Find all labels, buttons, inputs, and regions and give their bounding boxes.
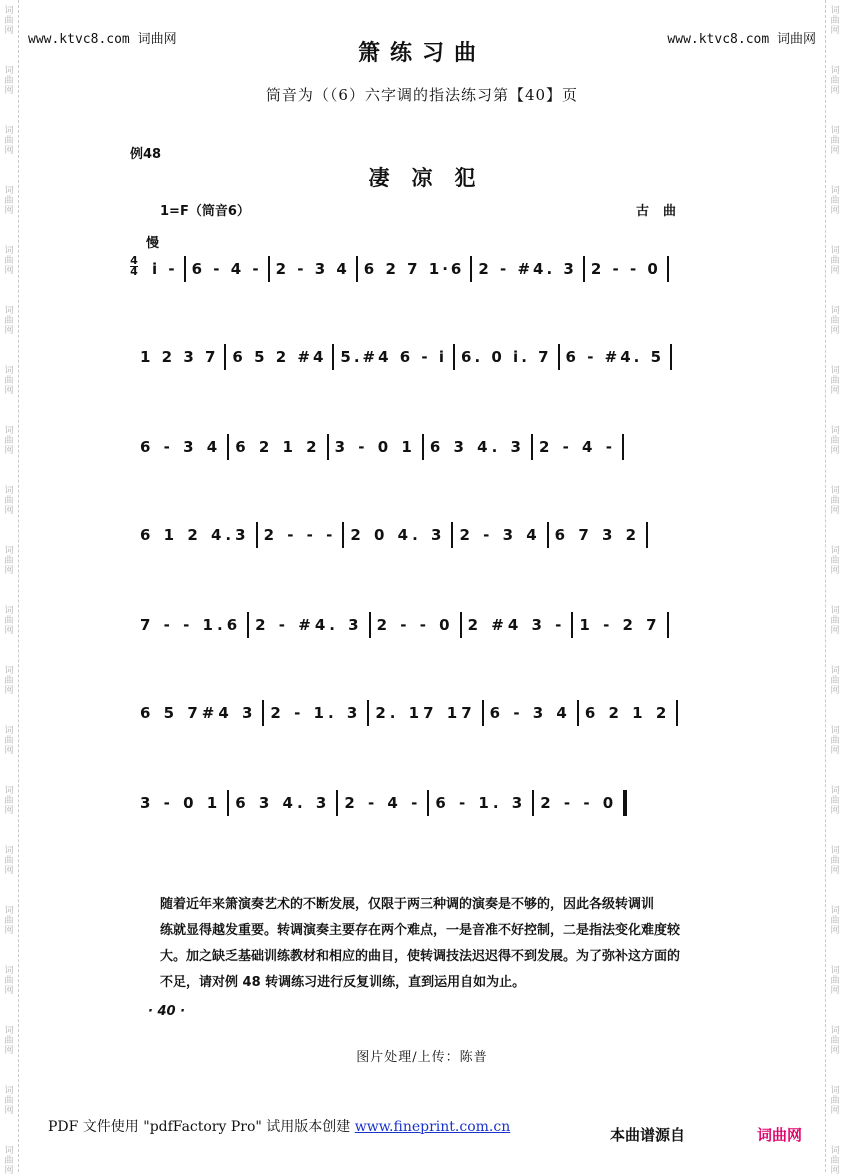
measure: 6 - 4 - — [191, 259, 262, 278]
side-watermark-text: 词 曲 网 — [4, 786, 14, 816]
measure: 6 3 4. 3 — [429, 437, 525, 456]
site-watermark-left: www.ktvc8.com 词曲网 — [28, 32, 177, 47]
example-label: 例48 — [130, 147, 162, 162]
measure: 2 - 3 4 — [275, 259, 350, 278]
bar-line — [571, 612, 573, 638]
side-watermark-text: 词 曲 网 — [830, 786, 840, 816]
measure: 6 - #4. 5 — [565, 347, 665, 366]
side-watermark-text: 词 曲 网 — [830, 966, 840, 996]
page-number: · 40 · — [148, 1004, 186, 1019]
pdf-footer — [48, 1116, 510, 1136]
measure: 6 1 2 4.3 — [140, 525, 250, 544]
bar-line — [623, 790, 627, 816]
bar-line — [342, 522, 344, 548]
bar-line — [577, 700, 579, 726]
bar-line — [558, 344, 560, 370]
bar-line — [422, 434, 424, 460]
measure: 2 - 4 - — [344, 793, 422, 812]
measure: 2 - - 0 — [376, 615, 454, 634]
side-watermark-text: 词 曲 网 — [830, 1146, 840, 1176]
measure: 3 - 0 1 — [140, 793, 222, 812]
side-watermark-text: 词 曲 网 — [4, 246, 14, 276]
side-watermark-text: 词 曲 网 — [4, 426, 14, 456]
side-watermark-text: 词 曲 网 — [4, 486, 14, 516]
bar-line — [470, 256, 472, 282]
bar-line — [369, 612, 371, 638]
measure: 2 #4 3 - — [467, 615, 566, 634]
bar-line — [332, 344, 334, 370]
bar-line — [646, 522, 648, 548]
side-watermark-text: 词 曲 网 — [830, 426, 840, 456]
time-signature-bottom: 4 — [130, 265, 138, 278]
side-watermark-text: 词 曲 网 — [830, 366, 840, 396]
measure: 2 - 1. 3 — [270, 703, 362, 722]
bar-line — [532, 790, 534, 816]
site-watermark-right: www.ktvc8.com 词曲网 — [667, 32, 816, 47]
measure: 2 - #4. 3 — [255, 615, 363, 634]
measure: 1 - 2 7 — [579, 615, 661, 634]
measure: 2 - - 0 — [540, 793, 618, 812]
measure: 3 - 0 1 — [334, 437, 416, 456]
pdf-note: PDF 文件使用 "pdfFactory Pro" 试用版本创建 — [48, 1119, 351, 1135]
bar-line — [268, 256, 270, 282]
bar-line — [451, 522, 453, 548]
page-title: 箫练习曲 — [357, 40, 486, 66]
measure: 6 - 1. 3 — [435, 793, 527, 812]
measure: 6 - 3 4 — [140, 437, 222, 456]
measure: 6 5 2 #4 — [232, 347, 327, 366]
bar-line — [460, 612, 462, 638]
bar-line — [247, 612, 249, 638]
measure: 6 2 1 2 — [584, 703, 671, 722]
bar-line — [227, 790, 229, 816]
description-line-3: 大。加之缺乏基础训练教材和相应的曲目，使转调技法迟迟得不到发展。为了弥补这方面的 — [160, 949, 681, 964]
side-watermark-text: 词 曲 网 — [4, 366, 14, 396]
side-watermark-text: 词 曲 网 — [830, 846, 840, 876]
measure: 6 2 1 2 — [235, 437, 321, 456]
measure: 2 - #4. 3 — [478, 259, 577, 278]
page-subtitle: 筒音为（（6）六字调的指法练习第【40】页 — [265, 86, 579, 104]
bar-line — [224, 344, 226, 370]
measure: 2 - - 0 — [590, 259, 661, 278]
description-line-2: 练就显得越发重要。转调演奏主要存在两个难点，一是音准不好控制，二是指法变化难度较 — [160, 923, 681, 938]
side-watermark-text: 词 曲 网 — [830, 1086, 840, 1116]
side-watermark-text: 词 曲 网 — [4, 1026, 14, 1056]
bar-line — [227, 434, 229, 460]
measure: 6. 0 i. 7 — [461, 347, 552, 366]
side-watermark-text: 词 曲 网 — [830, 726, 840, 756]
side-watermark-text: 词 曲 网 — [4, 1146, 14, 1176]
score-row — [140, 790, 720, 818]
side-watermark-text: 词 曲 网 — [830, 1026, 840, 1056]
bar-line — [262, 700, 264, 726]
measure: 6 2 7 1·6 — [363, 259, 465, 278]
score-row — [140, 344, 720, 372]
side-watermark-text: 词 曲 网 — [4, 126, 14, 156]
bar-line — [531, 434, 533, 460]
bar-line — [256, 522, 258, 548]
score-row — [140, 434, 720, 462]
time-signature — [130, 256, 138, 277]
bar-line — [482, 700, 484, 726]
description-line-4: 不足，请对例 48 转调练习进行反复训练，直到运用自如为止。 — [160, 975, 526, 990]
score-row — [140, 700, 720, 728]
side-watermark-text: 词 曲 网 — [830, 306, 840, 336]
measure: i - — [152, 259, 178, 278]
bar-line — [356, 256, 358, 282]
time-signature-top: 4 — [130, 254, 138, 267]
side-watermark-text: 词 曲 网 — [4, 966, 14, 996]
side-watermark-text: 词 曲 网 — [4, 66, 14, 96]
bar-line — [453, 344, 455, 370]
fineprint-link[interactable]: www.fineprint.com.cn — [354, 1119, 511, 1135]
bar-line — [676, 700, 678, 726]
description-line-1: 随着近年来箫演奏艺术的不断发展，仅限于两三种调的演奏是不够的，因此各级转调训 — [160, 897, 655, 912]
measure: 2 - 3 4 — [459, 525, 541, 544]
side-watermark-text: 词 曲 网 — [4, 846, 14, 876]
bar-line — [427, 790, 429, 816]
measure: 6 - 3 4 — [489, 703, 571, 722]
side-watermark-text: 词 曲 网 — [830, 906, 840, 936]
side-watermark-text: 词 曲 网 — [830, 666, 840, 696]
upload-credit: 图片处理/上传：陈普 — [356, 1050, 488, 1065]
measure: 6 7 3 2 — [554, 525, 641, 544]
bar-line — [327, 434, 329, 460]
side-watermark-text: 词 曲 网 — [830, 66, 840, 96]
side-watermark-text: 词 曲 网 — [4, 186, 14, 216]
source-label: 本曲谱源自 — [610, 1126, 686, 1144]
measure: 7 - - 1.6 — [140, 615, 242, 634]
side-watermark-text: 词 曲 网 — [4, 906, 14, 936]
score-row — [140, 522, 720, 550]
bar-line — [336, 790, 338, 816]
measure: 2 - 4 - — [538, 437, 616, 456]
bar-line — [583, 256, 585, 282]
side-watermark-text: 词 曲 网 — [4, 6, 14, 36]
brand-logo: 词曲网 — [757, 1126, 803, 1144]
measure: 5.#4 6 - i — [340, 347, 448, 366]
bar-line — [667, 612, 669, 638]
measure: 2 0 4. 3 — [350, 525, 446, 544]
key-signature: 1=F（筒音6） — [160, 204, 250, 219]
score-row — [140, 612, 720, 640]
bar-line — [622, 434, 624, 460]
song-title: 凄凉犯 — [368, 165, 498, 190]
side-watermark-text: 词 曲 网 — [830, 126, 840, 156]
side-watermark-text: 词 曲 网 — [830, 6, 840, 36]
side-watermark-text: 词 曲 网 — [830, 246, 840, 276]
bar-line — [547, 522, 549, 548]
side-watermark-text: 词 曲 网 — [830, 606, 840, 636]
composer: 古曲 — [636, 204, 691, 219]
measure: 6 3 4. 3 — [235, 793, 331, 812]
side-watermark-text: 词 曲 网 — [4, 666, 14, 696]
side-watermark-text: 词 曲 网 — [4, 306, 14, 336]
bar-line — [367, 700, 369, 726]
measure: 2 - - - — [263, 525, 337, 544]
side-watermark-text: 词 曲 网 — [830, 546, 840, 576]
bar-line — [667, 256, 669, 282]
side-watermark-text: 词 曲 网 — [4, 606, 14, 636]
tempo-marking: 慢 — [146, 236, 160, 251]
side-watermark-text: 词 曲 网 — [830, 186, 840, 216]
side-watermark-text: 词 曲 网 — [4, 546, 14, 576]
score-row — [152, 256, 732, 284]
bar-line — [670, 344, 672, 370]
side-watermark-text: 词 曲 网 — [4, 1086, 14, 1116]
measure: 1 2 3 7 — [140, 347, 219, 366]
side-watermark-text: 词 曲 网 — [830, 486, 840, 516]
side-watermark-text: 词 曲 网 — [4, 726, 14, 756]
bar-line — [184, 256, 186, 282]
measure: 2. 17 17 — [375, 703, 476, 722]
measure: 6 5 7#4 3 — [140, 703, 257, 722]
